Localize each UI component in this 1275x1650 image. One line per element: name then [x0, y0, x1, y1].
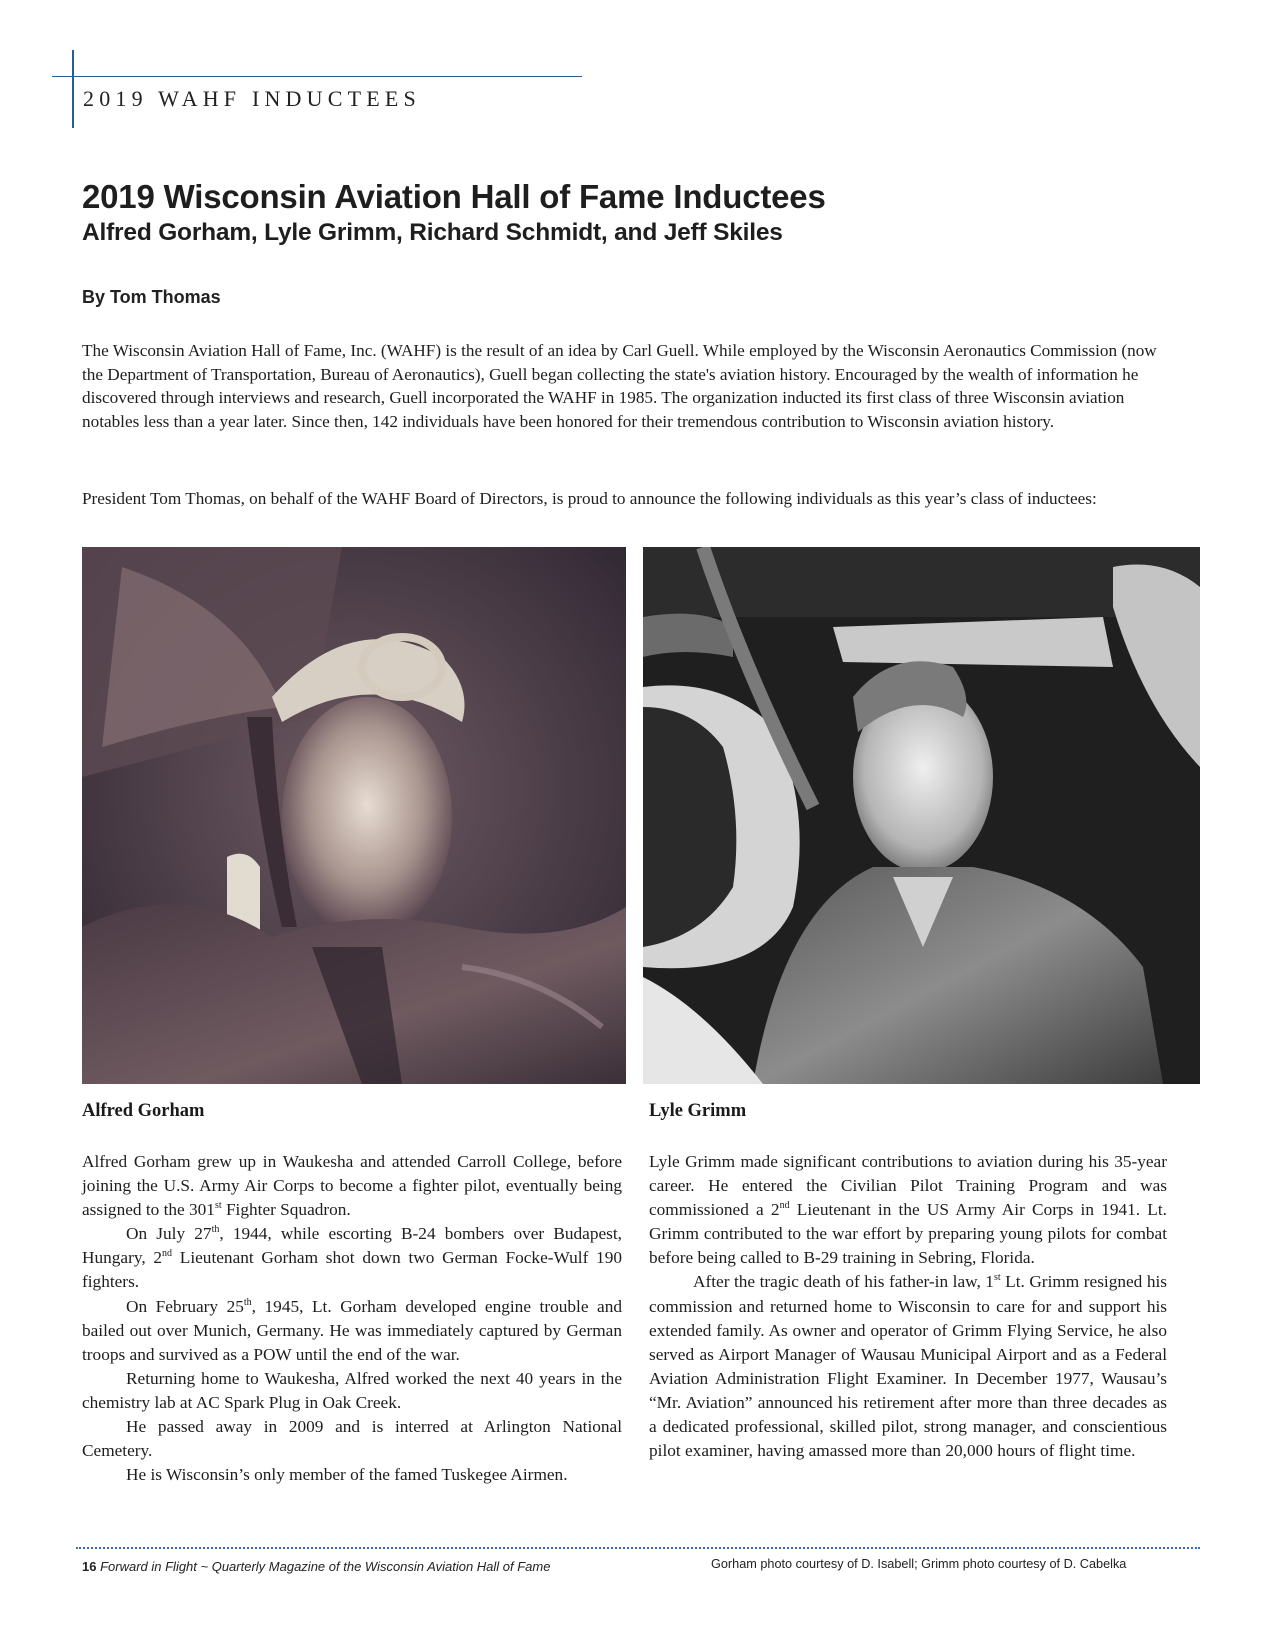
header-accent-horizontal-rule: [52, 76, 582, 77]
article-title: 2019 Wisconsin Aviation Hall of Fame Inductees: [82, 178, 826, 215]
portrait-image: [82, 547, 626, 1084]
photo-alfred-gorham: [82, 547, 626, 1084]
photo-lyle-grimm: [643, 547, 1200, 1084]
bio-paragraph: After the tragic death of his father-in law, 1st Lt. Grimm resigned his commission and returned home to Wisconsin to care for and support his extended family. As owner and operator of Grimm Flying Service, he also served as Airport Manager of Wausau Municipal Airport and as a Federal Aviation Administration Flight Examiner. In December 1977, Wausau’s “Mr. Aviation” announced his retirement after more than three decades as a dedicated professional, skilled pilot, strong manager, and conscientious pilot examiner, having amassed more than 20,000 hours of flight time.: [649, 1272, 1167, 1461]
inductee-name: Alfred Gorham: [82, 1101, 205, 1121]
inductee-name: Lyle Grimm: [649, 1101, 747, 1121]
inductee-bio-gorham: [82, 1150, 622, 1487]
magazine-title: Forward in Flight ~ Quarterly Magazine of the Wisconsin Aviation Hall of Fame: [100, 1559, 551, 1574]
bio-paragraph: He is Wisconsin’s only member of the famed Tuskegee Airmen.: [126, 1465, 568, 1485]
article-subtitle: Alfred Gorham, Lyle Grimm, Richard Schmidt, and Jeff Skiles: [82, 219, 783, 246]
photo-credits: Gorham photo courtesy of D. Isabell; Grimm photo courtesy of D. Cabelka: [711, 1557, 1127, 1571]
bio-paragraph: Alfred Gorham grew up in Waukesha and attended Carroll College, before joining the U.S. Army Air Corps to become a fighter pilot, eventually being assigned to the 301st Fighter Squadron.: [82, 1152, 622, 1220]
portrait-image: [643, 547, 1200, 1084]
page-number: 16: [82, 1559, 97, 1574]
bio-paragraph: Lyle Grimm made significant contributions to aviation during his 35-year career. He entered the Civilian Pilot Training Program and was commissioned a 2nd Lieutenant in the US Army Air Corps in 1941. Lt. Grimm contributed to the war effort by preparing young pilots for combat before being called to B-29 training in Sebring, Florida.: [649, 1152, 1167, 1268]
byline: By Tom Thomas: [82, 287, 221, 307]
section-label: 2019 WAHF INDUCTEES: [83, 86, 421, 111]
intro-paragraph: President Tom Thomas, on behalf of the WAHF Board of Directors, is proud to announce the following individuals as this year’s class of inductees:: [82, 489, 1097, 508]
bio-paragraph: On February 25th, 1945, Lt. Gorham developed engine trouble and bailed out over Munich, Germany. He was immediately captured by German troops and survived as a POW until the end of the war.: [82, 1296, 622, 1364]
bio-paragraph: On July 27th, 1944, while escorting B-24 bombers over Budapest, Hungary, 2nd Lieutenant Gorham shot down two German Focke-Wulf 190 fighters.: [82, 1224, 622, 1292]
inductee-bio-grimm: [649, 1150, 1167, 1463]
header-accent-vertical-rule: [72, 50, 74, 128]
bio-paragraph: He passed away in 2009 and is interred at Arlington National Cemetery.: [82, 1417, 622, 1461]
intro-paragraph: The Wisconsin Aviation Hall of Fame, Inc. (WAHF) is the result of an idea by Carl Guell. While employed by the Wisconsin Aeronautics Commission (now the Department of Transportation, Bureau of Aeronautics), Guell began collecting the state's aviation history. Encouraged by the wealth of information he discovered through interviews and research, Guell incorporated the WAHF in 1985. The organization inducted its first class of three Wisconsin aviation notables less than a year later. Since then, 142 individuals have been honored for their tremendous contribution to Wisconsin aviation history.: [82, 341, 1157, 431]
footer-page-info: [82, 1559, 550, 1574]
bio-paragraph: Returning home to Waukesha, Alfred worked the next 40 years in the chemistry lab at AC Spark Plug in Oak Creek.: [82, 1368, 622, 1412]
footer-divider: [76, 1547, 1200, 1549]
